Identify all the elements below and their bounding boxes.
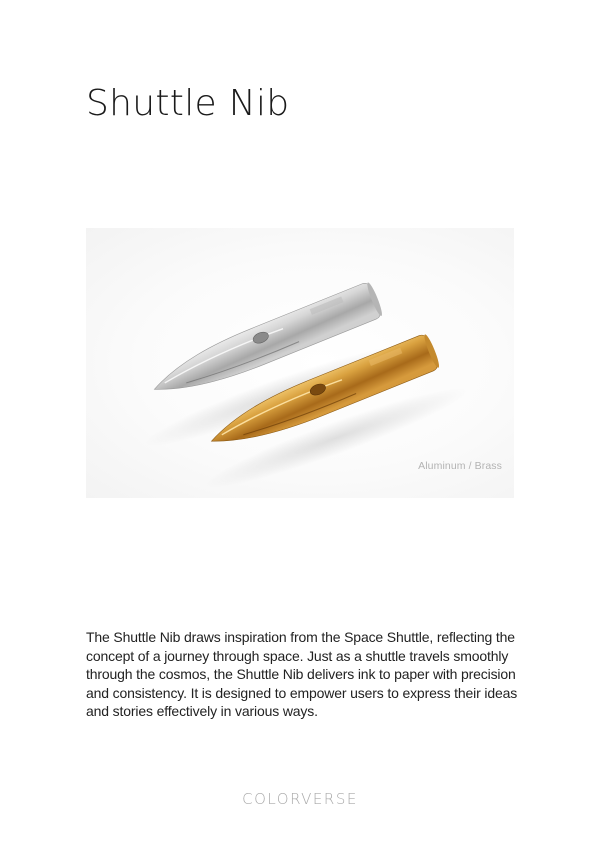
brand-logo: COLORVERSE: [242, 790, 358, 808]
nibs-illustration: [86, 228, 514, 498]
page-title: Shuttle Nib: [86, 83, 290, 124]
image-caption: Aluminum / Brass: [418, 460, 502, 472]
product-photo: [86, 228, 514, 498]
description-paragraph: The Shuttle Nib draws inspiration from the Space Shuttle, reflecting the concept of a journey through space. Just as a shuttle travels smoothly through the cosmos, the Shuttle Nib delivers ink to paper with precision and consistency. It is designed to empower users to express their ideas and stories effectively in various ways.: [86, 629, 518, 719]
